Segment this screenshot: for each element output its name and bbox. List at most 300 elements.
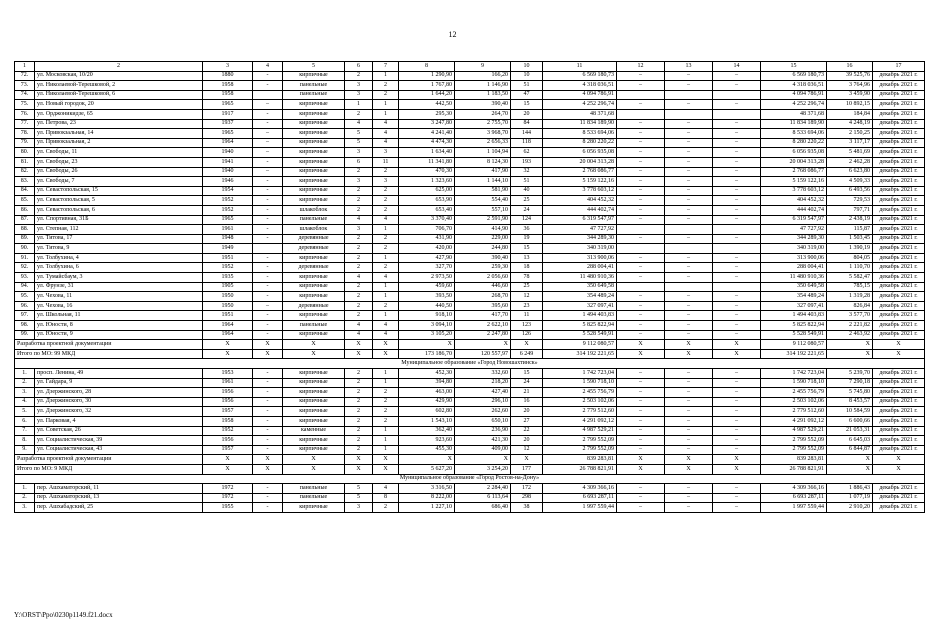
table-cell: 2 768 086,77 xyxy=(761,167,827,177)
table-cell: – xyxy=(617,426,665,436)
table-cell: 93. xyxy=(15,273,35,283)
section-title-row xyxy=(15,474,925,484)
table-cell: декабрь 2021 г. xyxy=(873,119,925,129)
page-number: 12 xyxy=(448,30,457,39)
table-cell xyxy=(617,90,665,100)
table-cell: 6 693 287,11 xyxy=(543,493,617,503)
table-cell: 2 755,70 xyxy=(455,119,511,129)
table-cell: 313 900,06 xyxy=(761,253,827,263)
table-cell: X xyxy=(345,349,373,359)
table-cell: 10 xyxy=(511,71,543,81)
table-cell: 1 104,94 xyxy=(455,148,511,158)
header-cell: 14 xyxy=(713,62,761,72)
table-cell: 72. xyxy=(15,71,35,81)
table-cell: деревянные xyxy=(283,263,345,273)
table-cell: 123 xyxy=(511,321,543,331)
table-cell: 1 xyxy=(373,311,399,321)
table-cell: 1 742 723,04 xyxy=(543,369,617,379)
table-cell: шлакоблок xyxy=(283,225,345,235)
table-cell: 5 745,80 xyxy=(827,388,873,398)
table-cell: декабрь 2021 г. xyxy=(873,416,925,426)
table-cell: 414,90 xyxy=(455,225,511,235)
table-cell: 124 xyxy=(511,215,543,225)
summary-row xyxy=(15,349,925,359)
table-cell: 83. xyxy=(15,177,35,187)
table-cell: 7 290,18 xyxy=(827,378,873,388)
table-cell: кирпичные xyxy=(283,129,345,139)
table-cell: - xyxy=(253,225,283,235)
address-cell: ул. Юности, 8 xyxy=(35,321,203,331)
table-cell: - xyxy=(253,321,283,331)
table-cell: 2 799 552,09 xyxy=(543,436,617,446)
table-cell: 172 xyxy=(511,484,543,494)
table-cell: 10 892,15 xyxy=(827,100,873,110)
table-cell: кирпичные xyxy=(283,388,345,398)
table-cell: X xyxy=(713,349,761,359)
table-cell: декабрь 2021 г. xyxy=(873,71,925,81)
table-cell xyxy=(713,282,761,292)
table-cell: 1935 xyxy=(203,273,253,283)
table-cell: 2 xyxy=(345,167,373,177)
table-cell: 2 xyxy=(345,311,373,321)
table-cell: – xyxy=(617,205,665,215)
address-cell: ул. Свободы, 26 xyxy=(35,167,203,177)
table-cell: – xyxy=(665,129,713,139)
table-cell: 1917 xyxy=(203,109,253,119)
table-cell: 1 742 723,04 xyxy=(761,369,827,379)
table-cell: 3 094,10 xyxy=(399,321,455,331)
table-cell: 5 528 549,91 xyxy=(543,330,617,340)
table-cell: 51 xyxy=(511,177,543,187)
table-cell: декабрь 2021 г. xyxy=(873,81,925,91)
address-cell: ул. Дзержинского, 28 xyxy=(35,388,203,398)
table-cell: 244,80 xyxy=(455,244,511,254)
table-cell: – xyxy=(665,484,713,494)
table-cell: декабрь 2021 г. xyxy=(873,205,925,215)
table-cell: 8 xyxy=(373,493,399,503)
table-cell: 2. xyxy=(15,378,35,388)
table-cell: кирпичные xyxy=(283,119,345,129)
table-cell: 5. xyxy=(15,407,35,417)
table-cell: X xyxy=(283,455,345,465)
address-cell: ул. Титова, 17 xyxy=(35,234,203,244)
table-cell: 1940 xyxy=(203,148,253,158)
table-row xyxy=(15,119,925,129)
table-cell: 4 xyxy=(373,273,399,283)
table-cell: 1946 xyxy=(203,177,253,187)
table-cell: - xyxy=(253,416,283,426)
table-cell: 5 xyxy=(345,138,373,148)
table-cell: 1 xyxy=(373,436,399,446)
table-cell: 1 319,28 xyxy=(827,292,873,302)
table-cell: – xyxy=(617,81,665,91)
table-cell: 344 289,30 xyxy=(543,234,617,244)
table-cell: 2 779 512,60 xyxy=(761,407,827,417)
table-cell: X xyxy=(399,340,455,350)
table-cell: 706,70 xyxy=(399,225,455,235)
table-cell: 25 xyxy=(511,196,543,206)
table-cell: 839 283,81 xyxy=(543,455,617,465)
table-cell: 8 533 694,06 xyxy=(543,129,617,139)
table-cell: - xyxy=(253,71,283,81)
table-cell: декабрь 2021 г. xyxy=(873,321,925,331)
table-cell: 26 788 821,91 xyxy=(543,464,617,474)
table-cell xyxy=(617,225,665,235)
address-cell: ул. Социалистическая, 39 xyxy=(35,436,203,446)
table-cell: 1940 xyxy=(203,167,253,177)
table-cell: 1948 xyxy=(203,234,253,244)
table-cell: – xyxy=(617,493,665,503)
table-cell: – xyxy=(713,321,761,331)
table-cell: 923,60 xyxy=(399,436,455,446)
table-cell: X xyxy=(713,455,761,465)
table-cell: 3 xyxy=(345,503,373,513)
table-cell: – xyxy=(617,148,665,158)
table-cell: - xyxy=(253,484,283,494)
table-cell: декабрь 2021 г. xyxy=(873,503,925,513)
table-cell: - xyxy=(253,205,283,215)
table-cell: – xyxy=(253,148,283,158)
table-cell: 6 056 935,08 xyxy=(761,148,827,158)
address-cell: ул. Привокзальная, 14 xyxy=(35,129,203,139)
table-cell: панельные xyxy=(283,321,345,331)
table-cell xyxy=(713,225,761,235)
table-cell: X xyxy=(827,340,873,350)
table-cell: 1 997 559,44 xyxy=(543,503,617,513)
table-row xyxy=(15,369,925,379)
table-cell: – xyxy=(713,484,761,494)
table-cell: 459,60 xyxy=(399,282,455,292)
table-cell: 3 459,90 xyxy=(827,90,873,100)
table-cell: 4 987 529,21 xyxy=(761,426,827,436)
table-cell: 2 xyxy=(345,253,373,263)
table-cell: 2 xyxy=(373,416,399,426)
table-cell: – xyxy=(713,378,761,388)
table-cell: - xyxy=(253,109,283,119)
table-cell: – xyxy=(617,397,665,407)
header-cell: 2 xyxy=(35,62,203,72)
table-row xyxy=(15,225,925,235)
table-cell: 557,10 xyxy=(455,205,511,215)
table-cell: – xyxy=(713,157,761,167)
table-cell: 5 xyxy=(345,493,373,503)
table-cell: декабрь 2021 г. xyxy=(873,378,925,388)
table-cell: 48 371,68 xyxy=(543,109,617,119)
table-cell: 82. xyxy=(15,167,35,177)
table-cell: 1954 xyxy=(203,186,253,196)
table-cell: – xyxy=(665,416,713,426)
table-cell: X xyxy=(511,455,543,465)
table-cell: 1964 xyxy=(203,321,253,331)
table-row xyxy=(15,253,925,263)
table-cell: 6 600,66 xyxy=(827,416,873,426)
address-cell: ул. Свободы, 7 xyxy=(35,177,203,187)
table-cell: декабрь 2021 г. xyxy=(873,253,925,263)
header-cell: 4 xyxy=(253,62,283,72)
table-cell: X xyxy=(203,464,253,474)
table-cell: 554,40 xyxy=(455,196,511,206)
table-cell: 5 159 122,16 xyxy=(761,177,827,187)
table-cell: 1 997 559,44 xyxy=(761,503,827,513)
header-cell: 5 xyxy=(283,62,345,72)
table-cell: 1958 xyxy=(203,81,253,91)
table-cell: 4 xyxy=(373,119,399,129)
table-cell: 4 318 036,51 xyxy=(761,81,827,91)
table-cell: 2 xyxy=(345,369,373,379)
table-row xyxy=(15,378,925,388)
table-cell: 4 xyxy=(373,138,399,148)
table-cell: 4 318 036,51 xyxy=(543,81,617,91)
table-cell: – xyxy=(665,369,713,379)
table-cell: декабрь 2021 г. xyxy=(873,330,925,340)
table-cell: 2 xyxy=(373,81,399,91)
table-cell: 5 xyxy=(345,484,373,494)
header-cell: 7 xyxy=(373,62,399,72)
table-cell: 2 xyxy=(345,426,373,436)
table-cell: – xyxy=(713,148,761,158)
table-cell: 427,90 xyxy=(399,253,455,263)
table-cell: 1957 xyxy=(203,407,253,417)
table-cell: 2 799 552,09 xyxy=(761,445,827,455)
table-cell: кирпичные xyxy=(283,503,345,513)
table-cell: 2 xyxy=(345,263,373,273)
table-cell: декабрь 2021 г. xyxy=(873,167,925,177)
table-cell: 313 900,06 xyxy=(543,253,617,263)
table-cell: 1 644,20 xyxy=(399,90,455,100)
table-row xyxy=(15,282,925,292)
table-row xyxy=(15,493,925,503)
address-cell: ул. Привокзальная, 2 xyxy=(35,138,203,148)
table-cell: X xyxy=(827,349,873,359)
table-cell: 2 503 102,06 xyxy=(543,397,617,407)
table-cell: – xyxy=(617,71,665,81)
table-cell: – xyxy=(617,167,665,177)
table-cell: 350 649,58 xyxy=(543,282,617,292)
table-cell: – xyxy=(713,196,761,206)
table-cell: 826,84 xyxy=(827,301,873,311)
table-cell: 1956 xyxy=(203,397,253,407)
table-cell xyxy=(253,90,283,100)
address-cell: ул. Чехова, 16 xyxy=(35,301,203,311)
table-cell: 6. xyxy=(15,416,35,426)
table-cell: 327 097,41 xyxy=(761,301,827,311)
table-cell: декабрь 2021 г. xyxy=(873,493,925,503)
table-cell: 6 693 287,11 xyxy=(761,493,827,503)
table-cell: 79. xyxy=(15,138,35,148)
table-cell: 1965 xyxy=(203,129,253,139)
table-cell: 4 248,19 xyxy=(827,119,873,129)
table-cell: – xyxy=(617,263,665,273)
table-cell: 21 053,31 xyxy=(827,426,873,436)
table-cell: – xyxy=(713,388,761,398)
table-cell: 9 112 080,57 xyxy=(543,340,617,350)
table-cell: 8 124,30 xyxy=(455,157,511,167)
table-row xyxy=(15,330,925,340)
table-cell: X xyxy=(345,340,373,350)
table-cell: 1951 xyxy=(203,311,253,321)
table-row xyxy=(15,263,925,273)
table-cell: 2 xyxy=(373,205,399,215)
table-cell: – xyxy=(617,369,665,379)
table-cell: 12 xyxy=(511,445,543,455)
table-cell: декабрь 2021 г. xyxy=(873,369,925,379)
table-cell: - xyxy=(253,177,283,187)
summary-row xyxy=(15,340,925,350)
table-cell: 686,40 xyxy=(455,503,511,513)
table-cell: 1952 xyxy=(203,205,253,215)
table-cell: 409,00 xyxy=(455,445,511,455)
table-cell: X xyxy=(827,464,873,474)
table-cell: 3 xyxy=(345,225,373,235)
table-cell: 404 452,32 xyxy=(543,196,617,206)
table-cell: 5 159 122,16 xyxy=(543,177,617,187)
table-cell: 99. xyxy=(15,330,35,340)
table-cell: декабрь 2021 г. xyxy=(873,129,925,139)
table-cell: – xyxy=(713,215,761,225)
table-cell: - xyxy=(253,292,283,302)
table-cell: 1956 xyxy=(203,436,253,446)
table-cell: 2 799 552,09 xyxy=(543,445,617,455)
table-cell: 6 xyxy=(345,157,373,167)
table-cell: 20 xyxy=(511,407,543,417)
table-cell: 1880 xyxy=(203,71,253,81)
table-cell: кирпичные xyxy=(283,253,345,263)
table-row xyxy=(15,157,925,167)
table-cell: 6 844,87 xyxy=(827,445,873,455)
table-cell: 91. xyxy=(15,253,35,263)
table-cell: - xyxy=(253,157,283,167)
table-cell: декабрь 2021 г. xyxy=(873,426,925,436)
table-cell: 804,05 xyxy=(827,253,873,263)
table-cell: 4 xyxy=(345,321,373,331)
table-cell: 1952 xyxy=(203,426,253,436)
table-cell: 11 480 910,36 xyxy=(761,273,827,283)
table-cell: каменные xyxy=(283,426,345,436)
table-cell: – xyxy=(617,292,665,302)
table-cell: кирпичные xyxy=(283,397,345,407)
table-cell: 3 316,50 xyxy=(399,484,455,494)
table-cell: 4 xyxy=(373,484,399,494)
table-cell: 1 xyxy=(345,100,373,110)
table-cell: – xyxy=(253,301,283,311)
table-cell: кирпичные xyxy=(283,369,345,379)
address-cell: пер. Ашхаматорский, 13 xyxy=(35,493,203,503)
table-cell: 4 xyxy=(345,215,373,225)
footer-file-path: Y:\ORST\Ppo\0230p1149.f21.docx xyxy=(14,611,113,619)
table-cell: 4 241,40 xyxy=(399,129,455,139)
table-cell: 581,90 xyxy=(455,186,511,196)
address-cell: ул. Юности, 9 xyxy=(35,330,203,340)
table-cell: кирпичные xyxy=(283,416,345,426)
table-cell: 2 xyxy=(345,234,373,244)
table-cell: 22 xyxy=(511,426,543,436)
table-cell: 98. xyxy=(15,321,35,331)
table-cell: X xyxy=(665,464,713,474)
table-cell: 1956 xyxy=(203,388,253,398)
table-cell: 120 557,97 xyxy=(455,349,511,359)
table-cell: 2 xyxy=(345,205,373,215)
table-cell: – xyxy=(665,330,713,340)
address-cell: ул. Дзержинского, 30 xyxy=(35,397,203,407)
table-row xyxy=(15,129,925,139)
table-cell: 1941 xyxy=(203,157,253,167)
table-cell: 1 xyxy=(373,282,399,292)
table-cell: 8 280 220,22 xyxy=(543,138,617,148)
table-cell: 1961 xyxy=(203,225,253,235)
table-cell: 1. xyxy=(15,484,35,494)
table-cell: 21 xyxy=(511,388,543,398)
table-cell: X xyxy=(873,349,925,359)
address-cell: ул. Степная, 112 xyxy=(35,225,203,235)
table-cell: 1961 xyxy=(203,378,253,388)
table-row xyxy=(15,484,925,494)
table-cell: 2 xyxy=(373,167,399,177)
table-cell: 3 105,20 xyxy=(399,330,455,340)
table-cell: 327 097,41 xyxy=(543,301,617,311)
table-cell: декабрь 2021 г. xyxy=(873,407,925,417)
table-cell: 427,40 xyxy=(455,388,511,398)
address-cell: ул. Дзержинского, 32 xyxy=(35,407,203,417)
header-cell: 15 xyxy=(761,62,827,72)
table-cell: 8 533 694,06 xyxy=(761,129,827,139)
table-cell: – xyxy=(665,196,713,206)
table-cell: 2 779 512,60 xyxy=(543,407,617,417)
table-cell: 1949 xyxy=(203,244,253,254)
table-cell: декабрь 2021 г. xyxy=(873,292,925,302)
table-cell: 455,30 xyxy=(399,445,455,455)
table-cell: 1 xyxy=(373,225,399,235)
table-cell: декабрь 2021 г. xyxy=(873,273,925,283)
table-cell: 653,40 xyxy=(399,205,455,215)
table-cell: 27 xyxy=(511,416,543,426)
table-cell: 1 146,90 xyxy=(455,81,511,91)
table-cell xyxy=(665,90,713,100)
table-cell: – xyxy=(617,157,665,167)
table-cell: 48 371,68 xyxy=(761,109,827,119)
table-cell: 785,15 xyxy=(827,282,873,292)
table-row xyxy=(15,273,925,283)
table-cell: 1 494 403,83 xyxy=(761,311,827,321)
table-cell: X xyxy=(617,349,665,359)
table-cell: 2 463,92 xyxy=(827,330,873,340)
table-cell: 431,90 xyxy=(399,234,455,244)
table-cell: 1 543,10 xyxy=(399,416,455,426)
table-cell: 2 xyxy=(345,301,373,311)
table-cell: – xyxy=(713,292,761,302)
header-row xyxy=(15,62,925,72)
table-cell: – xyxy=(665,445,713,455)
table-cell: – xyxy=(665,215,713,225)
table-cell: 95. xyxy=(15,292,35,302)
table-cell: 86. xyxy=(15,205,35,215)
table-cell: 404 452,32 xyxy=(761,196,827,206)
table-cell: - xyxy=(253,186,283,196)
table-cell: 2 656,33 xyxy=(455,138,511,148)
table-cell: панельные xyxy=(283,81,345,91)
table-cell: - xyxy=(253,397,283,407)
table-cell: панельные xyxy=(283,215,345,225)
address-cell: ул. Новый городок, 20 xyxy=(35,100,203,110)
table-cell: 2 622,10 xyxy=(455,321,511,331)
table-cell: 11 834 189,90 xyxy=(761,119,827,129)
table-cell: 3 247,80 xyxy=(399,119,455,129)
table-cell: декабрь 2021 г. xyxy=(873,301,925,311)
table-cell: 115,87 xyxy=(827,225,873,235)
table-cell: X xyxy=(455,455,511,465)
table-cell: – xyxy=(713,263,761,273)
table-cell: 38 xyxy=(511,503,543,513)
table-cell: панельные xyxy=(283,90,345,100)
